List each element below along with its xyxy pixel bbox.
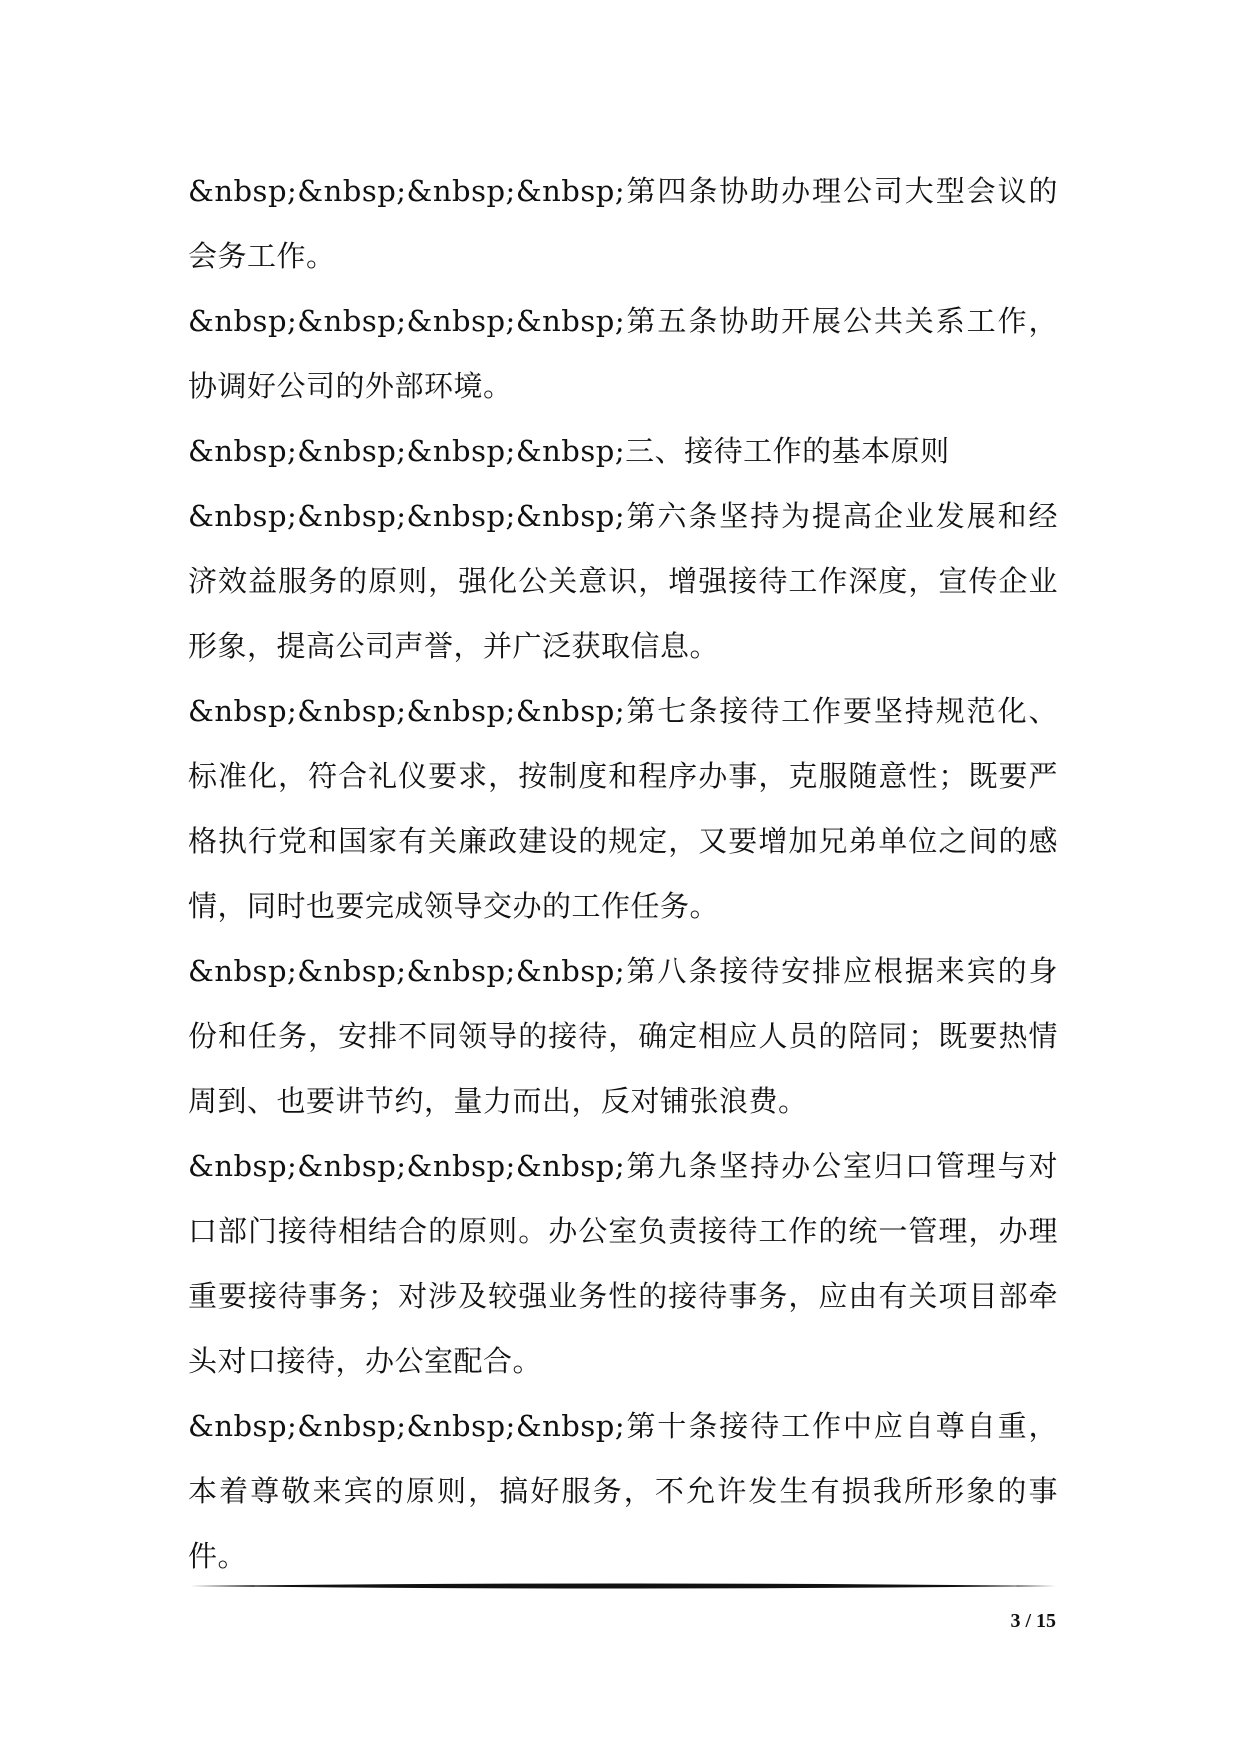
paragraph-article-6: &nbsp;&nbsp;&nbsp;&nbsp;第六条坚持为提高企业发展和经济效益服务的原则，强化公关意识，增强接待工作深度，宣传企业形象，提高公司声誉，并广泛获取信息。 [188, 499, 1058, 663]
section-heading-basic-principles: &nbsp;&nbsp;&nbsp;&nbsp;三、接待工作的基本原则 [188, 434, 950, 468]
document-body [188, 159, 1058, 1589]
paragraph-article-4: &nbsp;&nbsp;&nbsp;&nbsp;第四条协助办理公司大型会议的会务工作。 [188, 174, 1058, 273]
paragraph-article-9: &nbsp;&nbsp;&nbsp;&nbsp;第九条坚持办公室归口管理与对口部门接待相结合的原则。办公室负责接待工作的统一管理，办理重要接待事务；对涉及较强业务性的接待事务，应由有关项目部牵头对口接待，办公室配合。 [188, 1149, 1058, 1378]
paragraph-article-8: &nbsp;&nbsp;&nbsp;&nbsp;第八条接待安排应根据来宾的身份和任务，安排不同领导的接待，确定相应人员的陪同；既要热情周到、也要讲节约，量力而出，反对铺张浪费。 [188, 954, 1058, 1118]
paragraph-article-5: &nbsp;&nbsp;&nbsp;&nbsp;第五条协助开展公共关系工作，协调好公司的外部环境。 [188, 304, 1058, 403]
page-number: 3 / 15 [1010, 1610, 1056, 1632]
paragraph-article-10: &nbsp;&nbsp;&nbsp;&nbsp;第十条接待工作中应自尊自重，本着尊敬来宾的原则，搞好服务，不允许发生有损我所形象的事件。 [188, 1409, 1058, 1573]
paragraph-article-7: &nbsp;&nbsp;&nbsp;&nbsp;第七条接待工作要坚持规范化、标准化，符合礼仪要求，按制度和程序办事，克服随意性；既要严格执行党和国家有关廉政建设的规定，又要增加兄弟单位之间的感情，同时也要完成领导交办的工作任务。 [188, 694, 1058, 923]
footer-divider [190, 1582, 1056, 1590]
